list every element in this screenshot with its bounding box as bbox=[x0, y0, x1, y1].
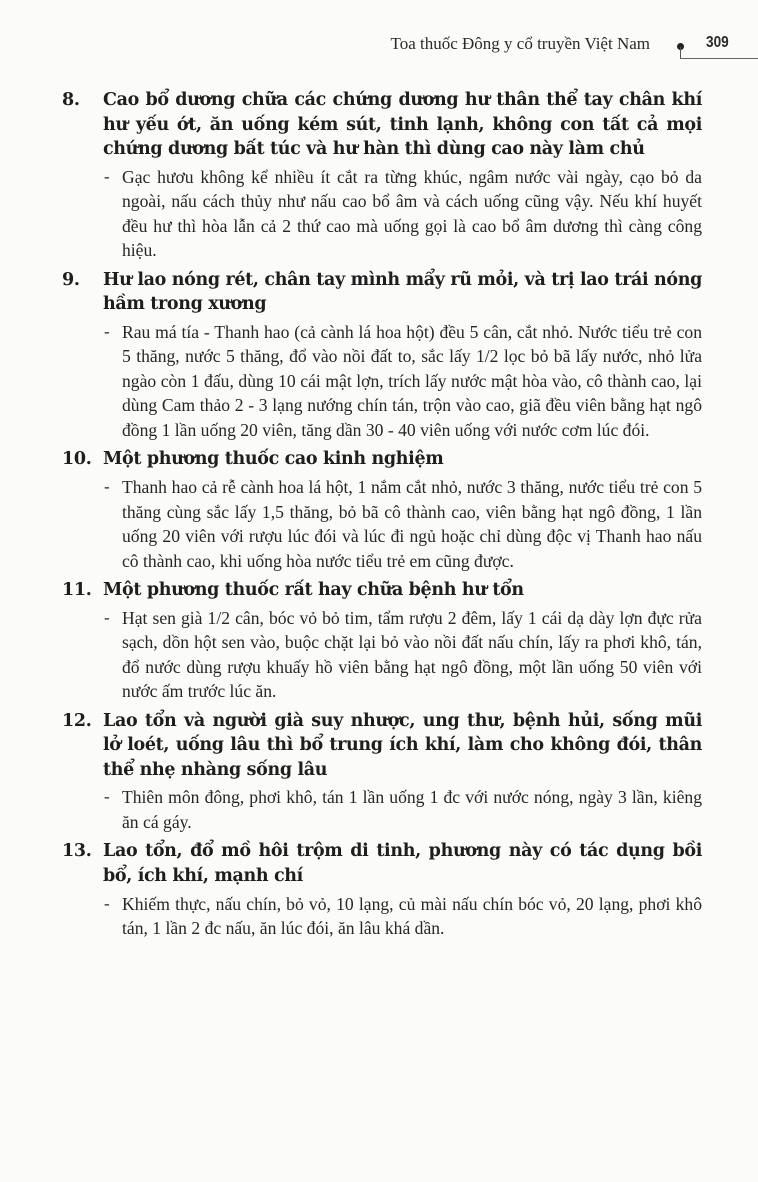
running-title: Toa thuốc Đông y cổ truyền Việt Nam bbox=[390, 34, 650, 53]
bullet-dash: - bbox=[104, 166, 110, 186]
item-body bbox=[104, 892, 702, 941]
item-title: Lao tổn, đổ mồ hôi trộm di tinh, phương này có tác dụng bồi bổ, ích khí, mạnh chí bbox=[103, 841, 702, 887]
item-body-text: Rau má tía - Thanh hao (cả cành lá hoa hột) đều 5 cân, cắt nhỏ. Nước tiểu trẻ con 5 thăng, nước 5 thăng, đổ vào nồi đất to, sắc lấy 1/2 lọc bỏ bã lấy nước, nhỏ lửa ngào còn 1 đấu, dùng 10 cái mật lợn, trích lấy nước mật hòa vào, cô thành cao, lại dùng Cam thảo 2 - 3 lạng nướng chín tán, trộn vào cao, giã đều viên bằng hạt ngô đồng 1 lần uống 20 viên, tăng dần 30 - 40 viên uống với nước cơm lúc đói. bbox=[122, 321, 702, 440]
item-title: Một phương thuốc cao kinh nghiệm bbox=[103, 449, 444, 470]
item-number: 12. bbox=[62, 710, 92, 731]
item-number: 9. bbox=[62, 269, 80, 290]
item-body-text: Khiếm thực, nấu chín, bỏ vỏ, 10 lạng, củ mài nấu chín bóc vỏ, 20 lạng, phơi khô tán, 1 lần 2 đc nấu, ăn lúc đói, ăn lâu khá dần. bbox=[122, 893, 702, 939]
recipe-item bbox=[62, 709, 702, 835]
header-rule bbox=[680, 58, 758, 59]
bullet-dash: - bbox=[104, 477, 110, 497]
item-number: 10. bbox=[62, 449, 92, 470]
item-title: Lao tổn và người già suy nhược, ung thư, bệnh hủi, sống mũi lở loét, uống lâu thì bổ trung ích khí, làm cho không đói, thân thể nhẹ nhàng sống lâu bbox=[103, 710, 702, 780]
item-title: Một phương thuốc rất hay chữa bệnh hư tổn bbox=[103, 580, 524, 601]
page-header bbox=[0, 31, 758, 65]
item-number: 8. bbox=[62, 90, 80, 110]
item-body-text: Hạt sen già 1/2 cân, bóc vỏ bỏ tim, tẩm rượu 2 đêm, lấy 1 cái dạ dày lợn đực rửa sạch, dồn hột sen vào, buộc chặt lại bỏ vào nồi đất nấu chín, lấy ra phơi khô, tán, đổ nước dùng rượu khuấy hồ viên bằng hạt ngô đồng, một lần uống 50 viên với nước ấm trước lúc ăn. bbox=[122, 607, 702, 702]
item-title: Cao bổ dương chữa các chứng dương hư thân thể tay chân khí hư yếu ớt, ăn uống kém sút, tinh lạnh, không con tất cả mọi chứng dương bất túc và hư hàn thì dùng cao này làm chủ bbox=[103, 90, 702, 160]
page-number: 309 bbox=[706, 34, 729, 51]
item-body bbox=[104, 165, 702, 263]
recipe-item bbox=[62, 447, 702, 573]
item-body-text: Gạc hươu không kể nhiều ít cắt ra từng khúc, ngâm nước vài ngày, cạo bỏ da ngoài, nấu cách thủy như nấu cao bổ âm và cách uống cũng vậy. Nếu khí huyết đều hư thì hòa lẫn cả 2 thứ cao mà uống gọi là cao bổ âm dương thì càng công hiệu. bbox=[122, 166, 702, 261]
recipe-item bbox=[62, 88, 702, 263]
item-body-text: Thanh hao cả rễ cành hoa lá hột, 1 nắm cắt nhỏ, nước 3 thăng, nước tiểu trẻ con 5 thăng cùng sắc lấy 1,5 thăng, bỏ bã cô thành cao, viên bằng hạt ngô đồng, 1 lần uống 20 viên với rượu lúc đói và lúc đi ngủ hoặc chỉ dùng độc vị Thanh hao nấu cô thành cao, khi uống hòa nước tiểu trẻ em cũng được. bbox=[122, 477, 702, 571]
bullet-dash: - bbox=[104, 787, 110, 807]
recipe-item bbox=[62, 839, 702, 940]
recipe-item bbox=[62, 578, 702, 704]
item-body bbox=[104, 320, 702, 443]
item-body-text: Thiên môn đông, phơi khô, tán 1 lần uống 1 đc với nước nóng, ngày 3 lần, kiêng ăn cá gáy. bbox=[122, 787, 702, 832]
item-body bbox=[104, 785, 702, 834]
item-body bbox=[104, 606, 702, 704]
item-number: 11. bbox=[62, 580, 92, 601]
item-body bbox=[104, 475, 702, 573]
item-number: 13. bbox=[62, 841, 92, 862]
item-title: Hư lao nóng rét, chân tay mình mẩy rũ mỏi, và trị lao trái nóng hầm trong xương bbox=[103, 269, 702, 315]
recipe-item bbox=[62, 268, 702, 443]
page-content bbox=[62, 88, 702, 946]
bullet-dash: - bbox=[104, 607, 110, 627]
bullet-dash: - bbox=[104, 893, 110, 913]
bullet-dash: - bbox=[104, 321, 110, 341]
